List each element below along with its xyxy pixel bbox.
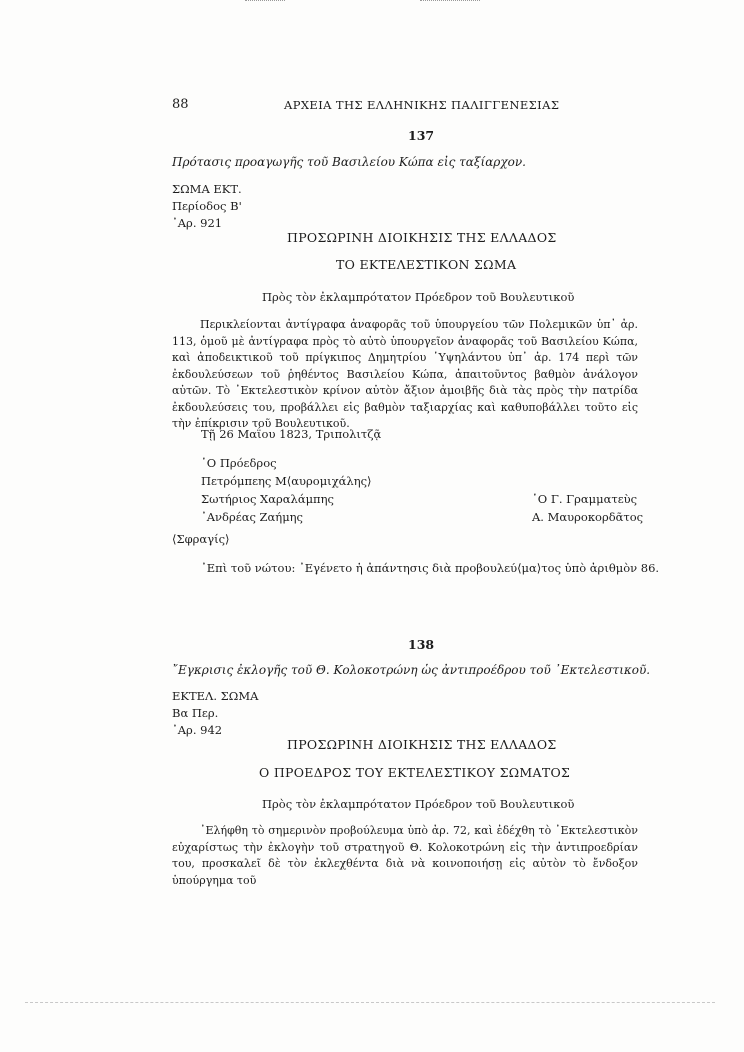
- heading-body: Ο ΠΡΟΕΔΡΟΣ ΤΟΥ ΕΚΤΕΛΕΣΤΙΚΟΥ ΣΩΜΑΤΟΣ: [259, 765, 571, 780]
- body-paragraph: [172, 823, 638, 889]
- running-head: ΑΡΧΕΙΑ ΤΗΣ ΕΛΛΗΝΙΚΗΣ ΠΑΛΙΓΓΕΝΕΣΙΑΣ: [284, 98, 560, 112]
- doc-number: 138: [408, 637, 435, 652]
- scan-artifact: [420, 0, 480, 5]
- address-line: Πρὸς τὸν ἐκλαμπρότατον Πρόεδρον τοῦ Βουλευτικοῦ: [262, 797, 575, 811]
- body-text: ᾽Ελήφθη τὸ σημερινὸν προβούλευμα ὑπὸ ἀρ. 72, καὶ ἐδέχθη τὸ ᾽Εκτελεστικὸν εὐχαρίστως τὴν ἐκλογὴν τοῦ στρατηγοῦ Θ. Κολοκοτρώνη εἰς τὴν ἀντιπροεδρίαν του, προσκαλεῖ δὲ τὸν ἐκλεχθέντα διὰ νὰ κοινοποιήσῃ εἰς αὐτὸν τὸ ἔνδοξον ὑπούργημα τοῦ: [172, 824, 638, 887]
- doc-title: ῎Εγκρισις ἐκλογῆς τοῦ Θ. Κολοκοτρώνη ὡς ἀντιπροέδρου τοῦ ᾽Εκτελεστικοῦ.: [172, 663, 651, 677]
- page-number: 88: [172, 97, 189, 112]
- heading-body: ΤΟ ΕΚΤΕΛΕΣΤΙΚΟΝ ΣΩΜΑ: [336, 257, 517, 272]
- ref-line: ᾽Αρ. 921: [172, 216, 223, 230]
- signature-line: Α. Μαυροκορδᾶτος: [532, 510, 644, 524]
- signature-line: Πετρόμπεης Μ⟨αυρομιχάλης⟩: [201, 474, 372, 488]
- ref-line: Περίοδος Β': [172, 199, 242, 213]
- ref-line: ΣΩΜΑ ΕΚΤ.: [172, 182, 242, 196]
- archive-ref: [172, 181, 242, 232]
- address-line: Πρὸς τὸν ἐκλαμπρότατον Πρόεδρον τοῦ Βουλευτικοῦ: [262, 290, 575, 304]
- signature-line: Σωτήριος Χαραλάμπης: [201, 492, 334, 506]
- body-text: Περικλείονται ἀντίγραφα ἀναφορᾶς τοῦ ὑπουργείου τῶν Πολεμικῶν ὑπ᾽ ἀρ. 113, ὁμοῦ μὲ ἀντίγραφα πρὸς τὸ αὐτὸ ὑπουργεῖον ἀναφορᾶς τοῦ Βασιλείου Κώπα, καὶ ἀποδεικτικοῦ τοῦ πρίγκιπος Δημητρίου ῾Υψηλάντου ὑπ᾽ ἀρ. 174 περὶ τῶν ἐκδουλεύσεων τοῦ ῥηθέντος Βασιλείου Κώπα, ἀπαιτοῦντος βαθμὸν ἀνάλογον αὐτῶν. Τὸ ᾽Εκτελεστικὸν κρίνον αὐτὸν ἄξιον ἀμοιβῆς διὰ τὰς πρὸς τὴν πατρίδα ἐκδουλεύσεις του, προβάλλει εἰς βαθμὸν ταξιαρχίας καὶ καθυποβάλλει τοῦτο εἰς τὴν ἐπίκρισιν τοῦ Βουλευτικοῦ.: [172, 318, 638, 430]
- doc-title: Πρότασις προαγωγῆς τοῦ Βασιλείου Κώπα εἰς ταξίαρχον.: [172, 155, 526, 169]
- heading-government: ΠΡΟΣΩΡΙΝΗ ΔΙΟΙΚΗΣΙΣ ΤΗΣ ΕΛΛΑΔΟΣ: [287, 230, 557, 245]
- ref-line: Βα Περ.: [172, 706, 219, 720]
- date-line: Τῇ 26 Μαΐου 1823, Τριπολιτζᾷ: [201, 427, 382, 441]
- signatures-right: [532, 490, 643, 526]
- body-paragraph: [172, 317, 638, 433]
- signature-line: ῾Ο Πρόεδρος: [201, 456, 277, 470]
- doc-number: 137: [408, 128, 435, 143]
- signature-line: ῾Ο Γ. Γραμματεὺς: [532, 492, 638, 506]
- ref-line: ΕΚΤΕΛ. ΣΩΜΑ: [172, 689, 259, 703]
- seal-note: ⟨Σφραγίς⟩: [172, 532, 230, 546]
- verso-note: ᾽Επὶ τοῦ νώτου: ᾽Εγένετο ἡ ἀπάντησις διὰ προβουλεύ⟨μα⟩τος ὑπὸ ἀριθμὸν 86.: [201, 561, 660, 575]
- signature-line: ᾽Ανδρέας Ζαήμης: [201, 510, 304, 524]
- scan-artifact: [245, 0, 285, 5]
- heading-government: ΠΡΟΣΩΡΙΝΗ ΔΙΟΙΚΗΣΙΣ ΤΗΣ ΕΛΛΑΔΟΣ: [287, 737, 557, 752]
- signatures-left: [201, 454, 372, 526]
- archive-ref: [172, 688, 258, 739]
- scan-artifact: [25, 1002, 715, 1003]
- ref-line: ᾽Αρ. 942: [172, 723, 223, 737]
